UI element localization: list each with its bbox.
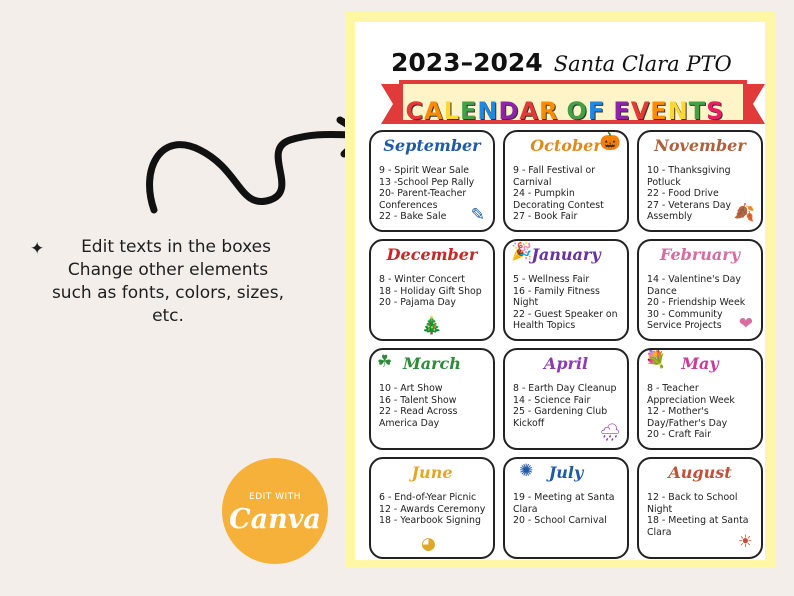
banner-letter: D: [498, 97, 520, 125]
event-item[interactable]: 30 - Community Service Projects: [647, 308, 723, 332]
event-item[interactable]: 12 - Back to School Night: [647, 492, 738, 515]
banner-letter: N: [477, 97, 499, 125]
month-name: August: [668, 463, 732, 482]
event-item[interactable]: 16 - Family Fitness Night: [513, 285, 600, 309]
banner-letter: S: [706, 97, 725, 125]
banner-letter: V: [630, 97, 651, 125]
christmas-tree-icon: 🎄: [421, 316, 443, 336]
banner-letter: F: [587, 97, 606, 125]
event-item[interactable]: 24 - Pumpkin Decorating Contest: [513, 188, 604, 211]
event-item[interactable]: 14 - Valentine's Day Dance: [647, 274, 741, 297]
event-item[interactable]: 12 - Mother's Day/Father's Day: [647, 406, 728, 429]
sparkle-icon: ✦: [30, 239, 45, 259]
event-item[interactable]: 5 - Wellness Fair: [513, 274, 590, 285]
month-box-june[interactable]: [369, 457, 495, 559]
event-list: [513, 165, 621, 223]
event-item[interactable]: 27 - Book Fair: [513, 211, 578, 223]
month-name: November: [654, 136, 746, 155]
event-item[interactable]: 8 - Teacher Appreciation Week: [647, 383, 735, 406]
shamrock-icon: ☘: [377, 352, 393, 372]
banner-title: [355, 97, 775, 125]
month-box-december[interactable]: [369, 239, 495, 341]
event-item[interactable]: 10 - Art Show: [379, 383, 443, 394]
event-item[interactable]: 16 - Talent Show: [379, 394, 457, 406]
banner-letter: N: [667, 97, 689, 125]
month-box-november[interactable]: [637, 130, 763, 232]
event-item[interactable]: 13 -School Pep Rally: [379, 176, 475, 188]
event-item[interactable]: 25 - Gardening Club Kickoff: [513, 406, 608, 429]
month-box-september[interactable]: [369, 130, 495, 232]
month-box-october[interactable]: [503, 130, 629, 232]
month-box-july[interactable]: [503, 457, 629, 559]
event-item[interactable]: 19 - Meeting at Santa Clara: [513, 492, 615, 515]
banner-letter: L: [443, 97, 461, 125]
flowers-icon: 💐: [645, 350, 667, 370]
event-item[interactable]: 12 - Awards Ceremony: [379, 503, 486, 515]
banner-letter: T: [688, 97, 707, 125]
month-box-january[interactable]: [503, 239, 629, 341]
school-year: 2023–2024: [391, 48, 543, 77]
promo-line-4: etc.: [152, 306, 184, 326]
banner-letter: C: [405, 97, 425, 125]
event-item[interactable]: 20- Parent-Teacher Conferences: [379, 188, 467, 211]
banner-letter: O: [566, 97, 588, 125]
event-item[interactable]: 18 - Holiday Gift Shop: [379, 285, 482, 297]
pumpkin-icon: 🎃: [599, 132, 621, 152]
banner-letter: E: [650, 97, 668, 125]
event-list: [513, 492, 621, 527]
banner-letter: E: [613, 97, 631, 125]
event-item[interactable]: 27 - Veterans Day Assembly: [647, 199, 732, 223]
promo-text: [28, 236, 308, 328]
autumn-leaves-icon: 🍂: [733, 203, 755, 223]
month-box-march[interactable]: [369, 348, 495, 450]
fireworks-icon: ✺: [519, 461, 534, 481]
curved-arrow-icon: [140, 110, 370, 220]
month-name: December: [386, 245, 478, 264]
event-item[interactable]: 14 - Science Fair: [513, 394, 591, 406]
event-item[interactable]: 10 - Thanksgiving Potluck: [647, 165, 731, 188]
edit-with-canva-badge[interactable]: [222, 458, 328, 564]
banner-letter: R: [539, 97, 559, 125]
party-popper-icon: 🎉: [511, 242, 533, 262]
event-item[interactable]: 9 - Fall Festival or Carnival: [513, 165, 596, 188]
pencil-icon: ✎: [470, 205, 485, 225]
rain-cloud-icon: 🌧: [599, 423, 621, 443]
event-item[interactable]: 22 - Food Drive: [647, 188, 719, 200]
sun-icon: ☀: [737, 532, 753, 552]
event-list: [513, 274, 621, 332]
month-box-august[interactable]: [637, 457, 763, 559]
canva-logo: Canva: [229, 504, 321, 535]
heart-icon: ❤: [738, 314, 753, 334]
month-name: February: [659, 245, 740, 264]
banner-letter: A: [424, 97, 444, 125]
month-name: April: [543, 354, 589, 373]
event-item[interactable]: 22 - Read Across America Day: [379, 406, 458, 429]
calendar-page: [355, 22, 765, 560]
month-name: March: [403, 354, 461, 373]
month-box-february[interactable]: [637, 239, 763, 341]
event-item[interactable]: 20 - Pajama Day: [379, 297, 456, 309]
event-list: [379, 492, 487, 527]
event-item[interactable]: 8 - Winter Concert: [379, 274, 465, 285]
month-name: May: [681, 354, 719, 373]
month-name: July: [548, 463, 584, 482]
event-item[interactable]: 6 - End-of-Year Picnic: [379, 492, 477, 503]
event-item[interactable]: 18 - Meeting at Santa Clara: [647, 515, 749, 538]
calendar-title: [391, 48, 771, 77]
promo-line-2: Change other elements: [67, 260, 269, 280]
month-name: January: [531, 245, 601, 264]
event-item[interactable]: 18 - Yearbook Signing: [379, 515, 481, 527]
event-item[interactable]: 20 - School Carnival: [513, 515, 607, 527]
banner-letter: A: [519, 97, 540, 125]
event-list: [379, 383, 487, 429]
event-item[interactable]: 20 - Friendship Week: [647, 297, 746, 309]
beach-ball-icon: ◕: [421, 534, 436, 554]
calendar-sheet: [345, 12, 775, 568]
event-item[interactable]: 9 - Spirit Wear Sale: [379, 165, 470, 176]
event-item[interactable]: 8 - Earth Day Cleanup: [513, 383, 617, 394]
event-item[interactable]: 22 - Guest Speaker on Health Topics: [513, 308, 618, 332]
month-name: September: [383, 136, 481, 155]
month-box-april[interactable]: [503, 348, 629, 450]
banner-letter: E: [460, 97, 478, 125]
promo-line-3: such as fonts, colors, sizes,: [51, 283, 285, 303]
badge-small-text: EDIT WITH: [249, 492, 301, 502]
month-name: October: [530, 136, 602, 155]
month-box-may[interactable]: [637, 348, 763, 450]
event-item[interactable]: 22 - Bake Sale: [379, 211, 447, 223]
event-item[interactable]: 20 - Craft Fair: [647, 429, 711, 441]
event-list: [647, 383, 755, 441]
event-list: [379, 274, 487, 309]
month-name: June: [411, 463, 453, 482]
organization-name: Santa Clara PTO: [553, 52, 732, 76]
promo-line-1: Edit texts in the boxes: [81, 237, 271, 257]
